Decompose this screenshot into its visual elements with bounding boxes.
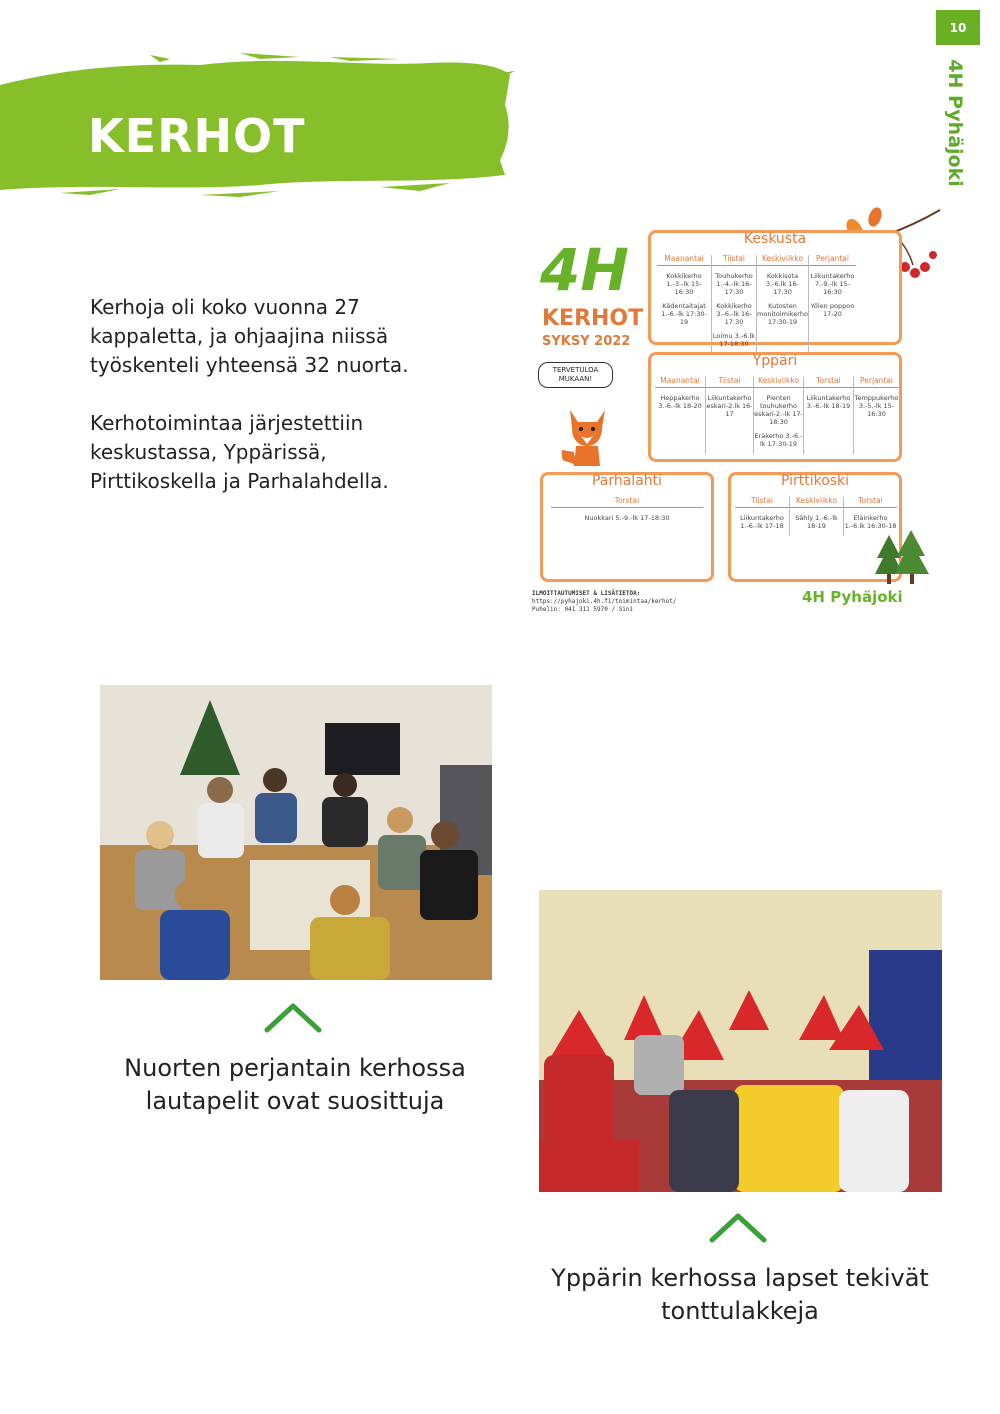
poster-footer: ILMOITTAUTUMISET & LISÄTIETOA: https://pyhajoki.4h.fi/toimintaa/kerhot/ Puhelin: 041 311 5970 / Sini	[532, 590, 677, 613]
yppari-col-3: Keskiviikko Pienten touhukerho eskari-2.-lk 17-18:30 Eräkerho 3.-6.-lk 17:30-19	[753, 377, 803, 454]
parhalahti-box	[540, 472, 714, 582]
yppari-box	[648, 352, 902, 462]
intro-paragraph-2: Kerhotoimintaa järjestettiin keskustassa, Yppärissä, Pirttikoskella ja Parhalahdella.	[90, 411, 389, 493]
parhalahti-title: Parhalahti	[591, 473, 663, 489]
club-schedule-poster	[530, 200, 945, 630]
page-title: KERHOT	[88, 109, 306, 163]
keskusta-col-4: Perjantai Liikuntakerho 7.-9.-lk 15-16:30 Yölen poppoo 17-20	[808, 255, 856, 354]
photo-board-games-caption: Nuorten perjantain kerhossa lautapelit ovat suosittuja	[124, 1054, 466, 1115]
chevron-up-icon	[708, 1210, 768, 1244]
pirttikoski-col-3: Torstai Eläinkerho 1.-6.lk 16:30-18	[843, 497, 897, 536]
poster-title: KERHOT	[542, 306, 644, 331]
keskusta-col-1: Maanantai Kokkikerho 1.-3.-lk 15-16:30 Kädentaitajat 1.-6.-lk 17:30-19	[657, 255, 711, 354]
photo-santa-hats	[539, 890, 942, 1192]
pirttikoski-title: Pirttikoski	[780, 473, 850, 489]
fox-icon	[560, 400, 615, 470]
keskusta-col-3: Keskiviikko Kokkisota 3.-6.lk 16-17:30 Kutosten monitoimikerho 17:30-19	[756, 255, 808, 354]
intro-text	[90, 293, 450, 525]
welcome-speech-bubble: TERVETULOA MUKAAN!	[538, 362, 613, 388]
pirttikoski-col-1: Tiistai Liikuntakerho 1.-6.-lk 17-18	[735, 497, 789, 536]
intro-paragraph-1: Kerhoja oli koko vuonna 27 kappaletta, ja ohjaajina niissä työskenteli yhteensä 32 nuorta.	[90, 295, 409, 377]
page-number: 10	[936, 10, 980, 45]
keskusta-title: Keskusta	[743, 231, 807, 247]
keskusta-col-2: Tiistai Touhukerho 1.-4.-lk 16-17:30 Kokkikerho 3.-6.-lk 16-17:30 Loimu 3.-6.lk 17-18:30	[711, 255, 756, 354]
chevron-up-icon	[263, 1000, 323, 1034]
keskusta-box	[648, 230, 902, 348]
yppari-col-2: Tiistai Liikuntakerho eskari-2.lk 16-17	[705, 377, 753, 454]
pine-trees-icon	[875, 530, 930, 585]
photo-santa-hats-image	[539, 890, 942, 1192]
poster-season: SYKSY 2022	[542, 334, 631, 349]
poster-4h-logo: 4H	[540, 236, 629, 304]
parhalahti-col-1: Torstai Nuokkari 5.-9.-lk 17-18:30	[551, 497, 703, 528]
yppari-col-1: Maanantai Heppakerho 3.-6.-lk 18-20	[655, 377, 705, 454]
heading-banner	[0, 45, 520, 205]
photo-santa-hats-caption: Yppärin kerhossa lapset tekivät tonttulakkeja	[551, 1264, 929, 1325]
poster-footer-logo: 4H Pyhäjoki	[802, 588, 903, 606]
brand-logo-vertical: 4H Pyhäjoki	[944, 59, 966, 187]
yppari-col-4: Torstai Liikuntakerho 3.-6.-lk 18-19	[803, 377, 853, 454]
photo-board-games	[100, 685, 492, 980]
yppari-col-5: Perjantai Temppukerho 3.-5.-lk 15-16:30	[853, 377, 899, 454]
photo-board-games-image	[100, 685, 492, 980]
yppari-title: Yppäri	[752, 353, 798, 369]
pirttikoski-col-2: Keskiviikko Sähly 1.-6.-lk 18-19	[789, 497, 843, 536]
